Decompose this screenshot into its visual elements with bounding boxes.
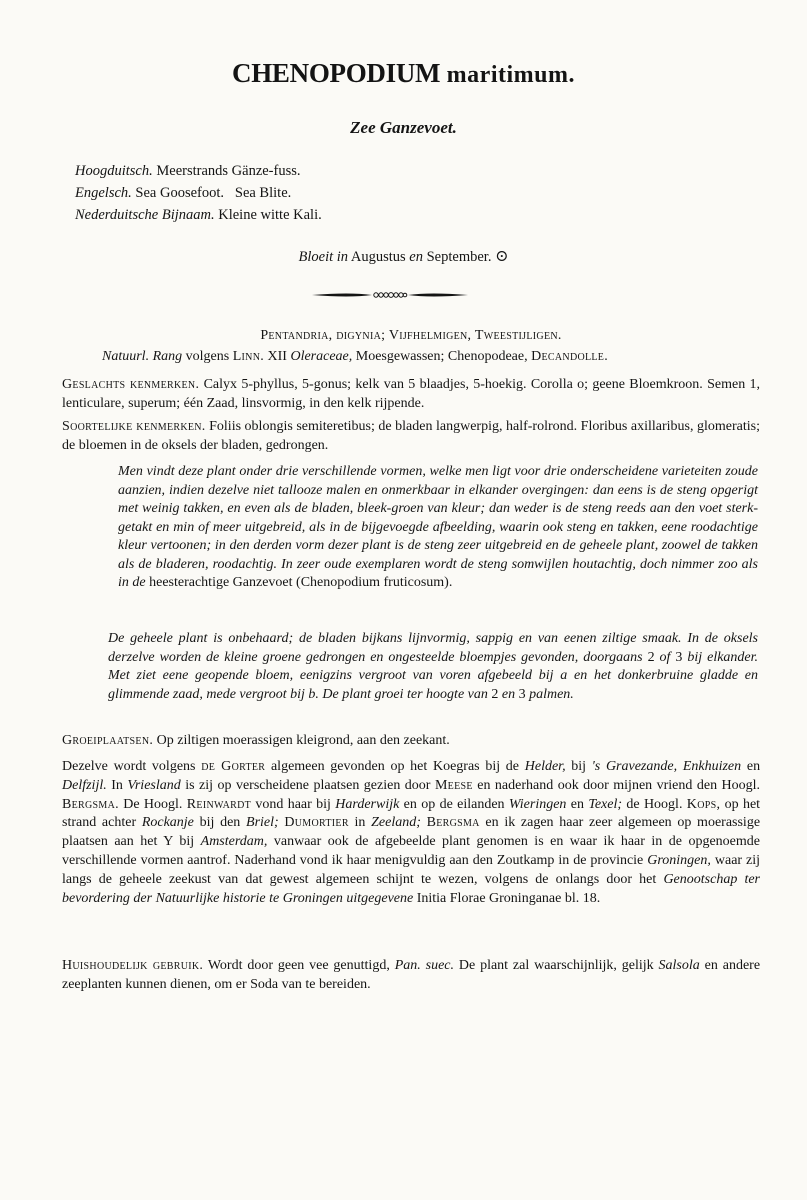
oleraceae: Oleraceae, <box>290 349 353 364</box>
vernacular-name: Sea Goosefoot. Sea Blite. <box>135 185 292 201</box>
bloom-and: en <box>409 249 423 265</box>
description-text: Men vindt deze plant onder drie verschillende vormen, welke men ligt voor drie onderscheidene varieteiten zoude aanzien, indien dezelve niet tallooze malen en onmerkbaar in elkander overgingen: dan eens is de steng opgerigt met weinig takken, en even als de bladen, bleek-groen van kleur; dan weder is de steng reeds aan den voet sterk-getakt en min of meer uitgebreid, als in de bijgevoegde afbeelding, waarin ook steng en takken, eene roodachtige kleur vertoonen; in den derden vorm dezer plant is de steng zeer uitgebreid en de geheele plant, zoowel de takken als de bladeren, roodachtig. In zeer oude exemplaren wordt de steng somwijlen houtachtig, doch nimmer zoo als in de <box>118 464 758 590</box>
bloom-month-end: September. <box>426 249 492 265</box>
place-name: Amsterdam, <box>200 834 268 850</box>
text: bij den <box>199 815 241 831</box>
text: en <box>570 796 584 812</box>
vernacular-lang: Hoogduitsch. <box>75 163 153 179</box>
place-name: Harderwijk <box>335 796 400 812</box>
habitat-text: Op ziltigen moerassigen kleigrond, aan den zeekant. <box>156 733 450 748</box>
place-name: Delfzijl. <box>62 777 107 793</box>
vernacular-row <box>75 182 322 204</box>
bloom-month-start: Augustus <box>350 249 406 265</box>
vernacular-row <box>75 204 322 226</box>
place-name: Groningen, <box>647 852 711 868</box>
place-name: Texel; <box>588 796 623 812</box>
species-characters <box>62 418 760 455</box>
annual-symbol: ⊙ <box>495 248 509 265</box>
species-characters-text: Foliis oblongis semiteretibus; de bladen langwerpig, half-rolrond. Floribus axillaribus, glomeratis; de bloemen in de oksels der bladen, gedrongen. <box>62 419 760 453</box>
text: Wordt door geen vee genuttigd, <box>207 958 390 973</box>
reference: Pan. suec. <box>394 958 454 973</box>
person-name: Meese <box>434 777 473 793</box>
decandolle: Decandolle. <box>531 349 609 364</box>
natural-order-line <box>102 348 762 367</box>
place-name: Rockanje <box>141 815 194 831</box>
person-name: Bergsma. <box>62 796 119 812</box>
text: of <box>659 649 671 665</box>
text: vond haar bij <box>255 796 331 812</box>
person-name: Reinwardt <box>186 796 252 812</box>
place-name: Vriesland <box>127 777 181 793</box>
text: en ik zagen haar zeer algemeen op moerassige plaatsen aan het Y bij <box>62 815 761 850</box>
society-name: Genootschap ter bevordering der Natuurlijke historie te Groningen uitgegevene <box>62 871 761 906</box>
text: De plant zal waarschijnlijk, gelijk <box>458 958 654 973</box>
description-upright: heesterachtige Ganzevoet (Chenopodium fruticosum). <box>149 575 453 590</box>
text: waar zij langs de geheele zeekust van dat gewest algemeen schijnt te wezen, volgens de onlangs door het <box>62 852 761 887</box>
number: 2 <box>491 686 499 702</box>
genus-characters-label: Geslachts kenmerken. <box>62 377 200 392</box>
number: 3 <box>518 686 526 702</box>
vernacular-names <box>75 160 322 226</box>
text: bij elkander. Met ziet eene geopende bloem, eenigzins vergroot van voren afgebeeld bij a en het donkerbruine gladde en glimmende zaad, mede vergroot bij b. De plant groei ter hoogte van <box>108 649 759 702</box>
text: Dezelve wordt volgens <box>62 759 196 774</box>
text: De Hoogl. <box>123 796 183 812</box>
natural-order-label: Natuurl. Rang <box>102 349 183 364</box>
text: op het strand achter <box>62 796 761 831</box>
text: Moesgewassen; Chenopodeae, <box>355 349 528 364</box>
habitat-label: Groeiplaatsen. <box>62 733 154 748</box>
place-name: Briel; <box>246 815 279 831</box>
class-order: Pentandria, digynia; Vijfhelmigen, Tweestijligen. <box>260 328 562 343</box>
genus-name: CHENOPODIUM <box>232 58 441 88</box>
text: in <box>354 815 366 831</box>
place-name: Zeeland; <box>371 815 421 831</box>
page-title <box>0 58 807 89</box>
number: 3 <box>675 649 683 665</box>
text: In <box>111 777 123 793</box>
text: volgens <box>185 349 230 364</box>
text: en naderhand ook door mijnen vriend den Hoogl. <box>477 777 761 793</box>
vernacular-lang: Engelsch. <box>75 185 132 201</box>
text: en andere zeeplanten kunnen dienen, om er Soda van te bereiden. <box>62 958 761 992</box>
species-characters-label: Soortelijke kenmerken. <box>62 419 206 434</box>
person-name: Bergsma <box>426 815 480 831</box>
vernacular-name: Meerstrands Gänze-fuss. <box>156 163 301 179</box>
bloom-prefix: Bloeit <box>298 249 334 265</box>
description-text: De geheele plant is onbehaard; de bladen bijkans lijnvormig, sappig en van eenen ziltige smaak. In de oksels derzelve worden de kleine groene gedrongen en ongesteelde bloempjes gevonden, doorgaans <box>108 631 758 665</box>
text: Initia Florae Groninganae bl. 18. <box>416 890 601 906</box>
classification-line <box>62 327 760 346</box>
place-name: Enkhuizen <box>682 759 742 774</box>
place-name: 's Gravezande, <box>591 759 678 774</box>
text: en <box>501 686 516 702</box>
linnaeus: Linn. <box>232 349 265 364</box>
genus-characters <box>62 376 760 413</box>
text: palmen. <box>529 686 574 702</box>
genus-reference: Salsola <box>658 958 700 973</box>
economic-use-label: Huishoudelijk gebruik. <box>62 958 204 973</box>
place-name: Helder, <box>524 759 566 774</box>
text: de Hoogl. <box>626 796 683 812</box>
person-name: Kops, <box>686 796 721 812</box>
text: en op de eilanden <box>403 796 505 812</box>
ornamental-divider-icon <box>310 289 470 301</box>
economic-use <box>62 956 760 994</box>
bloom-line <box>0 246 807 266</box>
genus-characters-text: Calyx 5-phyllus, 5-gonus; kelk van 5 blaadjes, 5-hoekig. Corolla o; geene Bloemkroon. Semen 1, lenticulare, superum; één Zaad, linsvormig, in den kelk rijpende. <box>62 377 761 411</box>
vernacular-lang: Nederduitsche Bijnaam. <box>75 207 215 223</box>
species-name: maritimum. <box>446 62 575 88</box>
person-name: de Gorter <box>201 759 266 774</box>
number: 2 <box>647 649 655 665</box>
text: is zij op verscheidene plaatsen gezien door <box>185 777 431 793</box>
habitat <box>62 732 760 751</box>
locations-paragraph <box>62 758 760 908</box>
text: algemeen gevonden op het Koegras bij de <box>270 759 520 774</box>
text: XII <box>267 349 287 364</box>
bloom-in: in <box>336 249 349 265</box>
text: bij <box>571 759 587 774</box>
vernacular-name: Kleine witte Kali. <box>218 207 322 223</box>
text: vanwaar ook de afgebeelde plant genomen is en waar ik haar in de opgenoemde verschillende vormen aantrof. Naderhand vond ik haar menigvuldig aan den Zoutkamp in de provincie <box>62 834 760 868</box>
common-name: Zee Ganzevoet. <box>350 118 457 137</box>
place-name: Wieringen <box>508 796 567 812</box>
person-name: Dumortier <box>284 815 349 831</box>
description-paragraph <box>118 463 758 593</box>
description-paragraph-2 <box>108 630 758 704</box>
text: en <box>746 759 761 774</box>
vernacular-row <box>75 160 322 182</box>
